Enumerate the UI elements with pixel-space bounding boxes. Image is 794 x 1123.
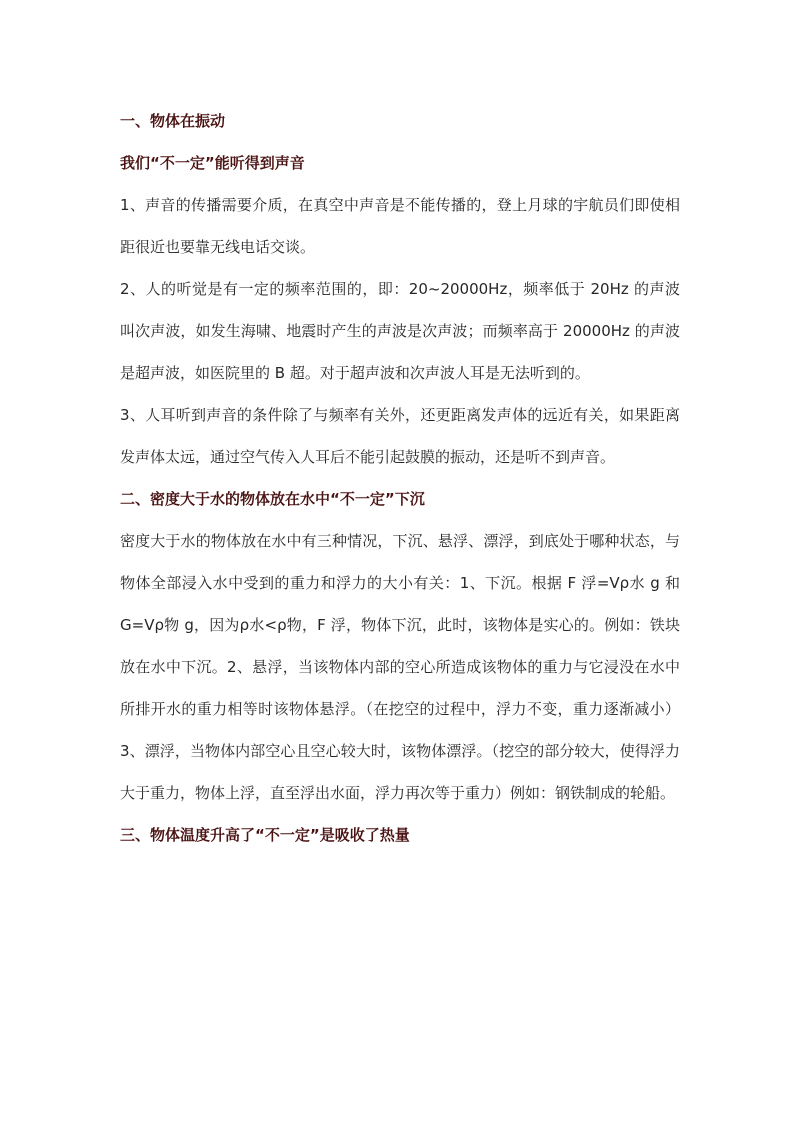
section-2-paragraph: 密度大于水的物体放在水中有三种情况，下沉、悬浮、漂浮，到底处于哪种状态，与物体全部浸入水中受到的重力和浮力的大小有关：1、下沉。根据 F 浮=Vρ水 g 和 G=Vρ物 g，因为ρ水<ρ物，F 浮，物体下沉，此时，该物体是实心的。例如：铁块放在水中下沉。2、悬浮，当该物体内部的空心所造成该物体的重力与它浸没在水中所排开水的重力相等时该物体悬浮。（在挖空的过程中，浮力不变，重力逐渐减小）3、漂浮，当物体内部空心且空心较大时，该物体漂浮。（挖空的部分较大，使得浮力大于重力，物体上浮，直至浮出水面，浮力再次等于重力）例如：钢铁制成的轮船。 — [120, 532, 680, 802]
section-1-subtitle: 我们“不一定”能听得到声音 — [120, 154, 305, 172]
section-1-paragraph-1: 1、声音的传播需要介质，在真空中声音是不能传播的，登上月球的宇航员们即使相距很近也要靠无线电话交谈。 — [120, 196, 680, 256]
document-body — [120, 100, 680, 856]
section-1-paragraph-3: 3、人耳听到声音的条件除了与频率有关外，还更距离发声体的远近有关，如果距离发声体太远，通过空气传入人耳后不能引起鼓膜的振动，还是听不到声音。 — [120, 406, 680, 466]
section-1-paragraph-2: 2、人的听觉是有一定的频率范围的，即：20~20000Hz，频率低于 20Hz 的声波叫次声波，如发生海啸、地震时产生的声波是次声波；而频率高于 20000Hz 的声波是超声波，如医院里的 B 超。对于超声波和次声波人耳是无法听到的。 — [120, 280, 680, 382]
section-1-title: 一、物体在振动 — [120, 112, 226, 130]
section-2-title: 二、密度大于水的物体放在水中“不一定”下沉 — [120, 490, 425, 508]
section-3-title: 三、物体温度升高了“不一定”是吸收了热量 — [120, 826, 410, 844]
